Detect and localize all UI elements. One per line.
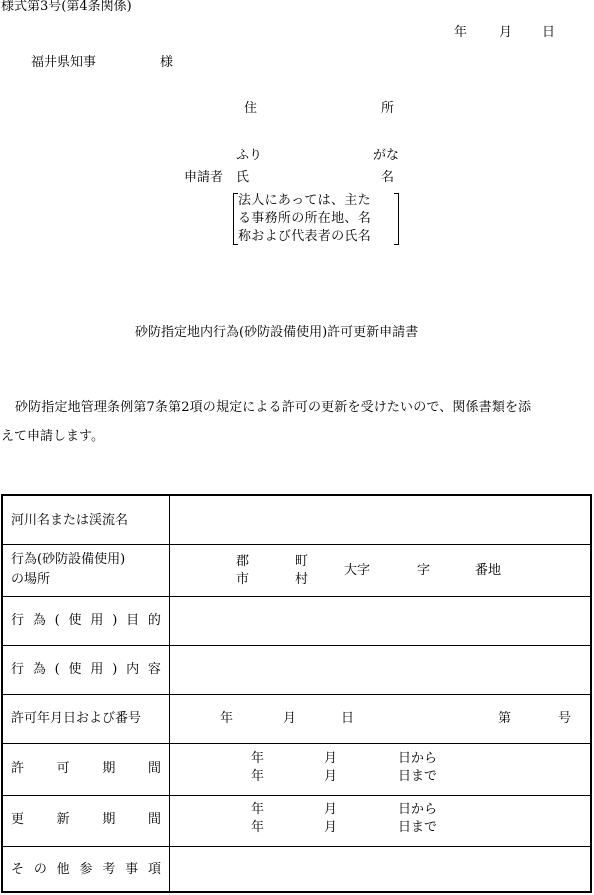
- date-year-label: 年: [454, 25, 468, 40]
- applicant-role-label: 申請者: [184, 170, 224, 185]
- purpose-label-char: 用: [90, 613, 104, 628]
- content-label-char: 為: [32, 662, 46, 677]
- permit-day: 日: [341, 711, 355, 726]
- place-banchi: 番地: [475, 563, 502, 578]
- renewal-period-to-month: 月: [324, 820, 338, 835]
- name-label-left: 氏: [236, 170, 250, 185]
- body-text-line-2: えて申請します。: [1, 429, 104, 444]
- permit-period-from-month: 月: [324, 751, 338, 766]
- content-field[interactable]: [170, 646, 590, 694]
- purpose-label-char: 行: [11, 613, 25, 628]
- permit-period-from-year: 年: [251, 751, 265, 766]
- other-notes-field[interactable]: [170, 847, 590, 891]
- renewal-period-char: 更: [11, 812, 25, 827]
- purpose-label-char: 為: [32, 613, 46, 628]
- other-notes-char: 他: [56, 862, 70, 877]
- other-notes-char: の: [33, 862, 47, 877]
- other-notes-label: [11, 863, 161, 876]
- form-number: 様式第3号(第4条関係): [1, 0, 132, 14]
- place-label-line-2: の場所: [11, 572, 51, 587]
- furigana-label-right: がな: [373, 148, 400, 163]
- content-label: [11, 663, 161, 676]
- address-label-right: 所: [381, 101, 395, 116]
- place-shi: 市: [236, 572, 250, 587]
- permit-year: 年: [220, 711, 234, 726]
- corporate-note-line: 法人にあっては、主た: [238, 193, 371, 208]
- renewal-period-from-month: 月: [324, 802, 338, 817]
- place-mura: 村: [295, 572, 309, 587]
- purpose-label-char: ): [112, 613, 118, 628]
- place-aza: 字: [417, 563, 431, 578]
- row-divider: [3, 795, 590, 796]
- other-notes-char: 事: [125, 862, 139, 877]
- permit-period-to-month: 月: [324, 769, 338, 784]
- purpose-field[interactable]: [170, 597, 590, 645]
- permit-month: 月: [283, 711, 297, 726]
- purpose-label-char: 使: [68, 613, 82, 628]
- other-notes-char: 参: [79, 862, 93, 877]
- purpose-label-char: (: [54, 613, 60, 628]
- renewal-period-from-year: 年: [251, 802, 265, 817]
- river-name-field[interactable]: [170, 496, 590, 544]
- corporate-note-line: る事務所の所在地、名: [238, 211, 372, 226]
- river-name-label: 河川名または渓流名: [11, 513, 129, 528]
- date-month-label: 月: [499, 25, 513, 40]
- place-oaza: 大字: [344, 563, 371, 578]
- renewal-period-char: 期: [102, 812, 116, 827]
- purpose-label: [11, 614, 161, 627]
- content-label-char: 用: [90, 662, 104, 677]
- addressee-honorific: 様: [160, 55, 174, 70]
- permit-period-char: 間: [147, 761, 161, 776]
- content-label-char: 使: [68, 662, 82, 677]
- corporate-note-line: 称および代表者の氏名: [238, 229, 372, 244]
- permit-period-to-day: 日まで: [398, 769, 438, 784]
- furigana-label-left: ふり: [236, 148, 263, 163]
- place-gun: 郡: [236, 554, 250, 569]
- name-label-right: 名: [381, 170, 395, 185]
- permit-period-to-year: 年: [251, 769, 265, 784]
- row-divider: [3, 694, 590, 695]
- corporate-note-bracket: [233, 191, 399, 245]
- addressee-name: 福井県知事: [31, 55, 97, 70]
- place-label-line-1: 行為(砂防設備使用): [11, 552, 126, 567]
- permit-period-char: 可: [56, 761, 70, 776]
- purpose-label-char: 的: [147, 613, 161, 628]
- application-table: [1, 494, 592, 893]
- renewal-period-from-day: 日から: [398, 802, 438, 817]
- right-bracket: [394, 193, 399, 245]
- permit-period-label: [11, 762, 161, 775]
- permit-date-number-label: 許可年月日および番号: [11, 711, 142, 726]
- permit-dai: 第: [498, 711, 512, 726]
- other-notes-char: 考: [102, 862, 116, 877]
- content-label-char: 容: [147, 662, 161, 677]
- permit-period-char: 許: [11, 761, 25, 776]
- renewal-period-to-year: 年: [251, 820, 265, 835]
- purpose-label-char: 目: [126, 613, 140, 628]
- place-machi: 町: [295, 554, 309, 569]
- renewal-period-to-day: 日まで: [398, 820, 438, 835]
- content-label-char: ): [112, 662, 118, 677]
- address-label-left: 住: [244, 101, 258, 116]
- content-label-char: 行: [11, 662, 25, 677]
- body-text-line-1: 砂防指定地管理条例第7条第2項の規定による許可の更新を受けたいので、関係書類を添: [15, 400, 532, 415]
- other-notes-char: 項: [147, 862, 161, 877]
- renewal-period-char: 間: [147, 812, 161, 827]
- date-day-label: 日: [542, 25, 556, 40]
- row-divider: [3, 544, 590, 545]
- permit-go: 号: [558, 711, 572, 726]
- document-title: 砂防指定地内行為(砂防設備使用)許可更新申請書: [135, 325, 419, 340]
- renewal-period-label: [11, 813, 161, 826]
- permit-period-from-day: 日から: [398, 751, 438, 766]
- content-label-char: 内: [126, 662, 140, 677]
- other-notes-char: そ: [11, 862, 25, 877]
- permit-period-char: 期: [102, 761, 116, 776]
- content-label-char: (: [54, 662, 60, 677]
- row-divider: [3, 743, 590, 744]
- renewal-period-char: 新: [56, 812, 70, 827]
